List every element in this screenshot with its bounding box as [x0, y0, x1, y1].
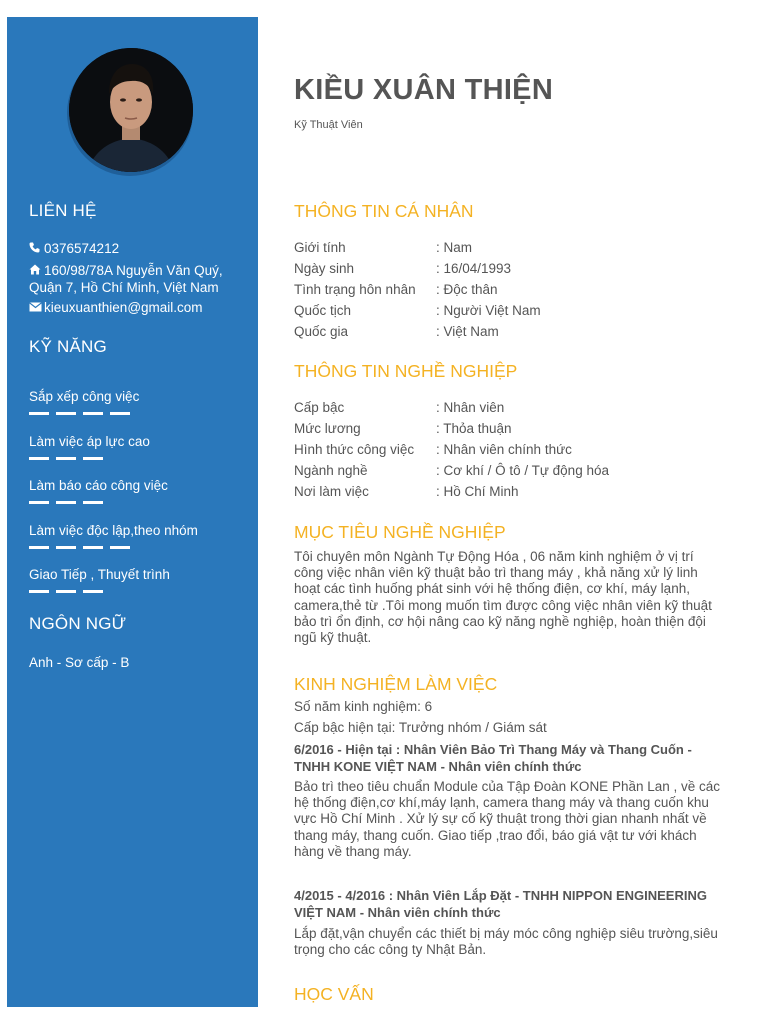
email-row: [29, 299, 203, 316]
candidate-name: KIỀU XUÂN THIỆN: [294, 74, 554, 106]
info-label: Nơi làm việc: [294, 484, 369, 499]
job-description: Bảo trì theo tiêu chuẩn Module của Tập Đoàn KONE Phần Lan , về các hệ thống điện,cơ khí,máy lạnh, camera thang máy và thang cuốn khu vực Hồ Chí Minh . Xử lý sự cố kỹ thuật trong thời gian nhanh nhất về thang máy, thang cuốn. Giao tiếp ,trao đổi, báo giá vật tư với khách hàng về thang máy.: [294, 779, 721, 859]
info-value: : 16/04/1993: [436, 261, 512, 276]
education-heading: HỌC VẤN: [294, 984, 374, 1004]
info-label: Tình trạng hôn nhân: [294, 282, 416, 297]
email-address: kieuxuanthien@gmail.com: [44, 300, 203, 315]
skill-level-bar: [29, 457, 133, 460]
phone-number: 0376574212: [44, 241, 120, 256]
address-row: [29, 262, 223, 296]
info-label: Mức lương: [294, 421, 361, 436]
phone-row: [29, 240, 119, 257]
skill-level-segment: [29, 457, 49, 460]
skill-level-bar: [29, 546, 133, 549]
info-label: Giới tính: [294, 240, 346, 255]
skill-level-segment: [56, 546, 76, 549]
home-icon: [29, 262, 44, 279]
career-info-heading: THÔNG TIN NGHỀ NGHIỆP: [294, 361, 518, 381]
info-value: : Nhân viên: [436, 400, 505, 415]
skill-level-segment: [29, 546, 49, 549]
skill-level-segment: [110, 412, 130, 415]
skill-label: Sắp xếp công việc: [29, 389, 140, 404]
skills-heading: KỸ NĂNG: [29, 337, 107, 356]
skill-level-segment: [83, 457, 103, 460]
career-objective-text: Tôi chuyên môn Ngành Tự Động Hóa , 06 năm kinh nghiệm ở vị trí công việc nhân viên kỹ thuật bảo trì thang máy , khả năng xử lý linh hoạt các tình huống phát sinh với hệ thống điện, cơ khí, máy lạnh, camera,thẻ từ .Tôi mong muốn tìm được công việc nhân viên kỹ thuật bảo trì ổn định, cơ hội nâng cao kỹ năng nghề nghiệp, hoàn thiện đội ngũ kỹ thuật.: [294, 549, 712, 646]
info-value: : Nhân viên chính thức: [436, 442, 572, 457]
info-label: Quốc tịch: [294, 303, 352, 318]
skill-level-segment: [83, 590, 103, 593]
skill-level-segment: [83, 501, 103, 504]
sidebar: [7, 17, 258, 1007]
career-objective-heading: MỤC TIÊU NGHỀ NGHIỆP: [294, 522, 506, 542]
job-title: 4/2015 - 4/2016 : Nhân Viên Lắp Đặt - TNHH NIPPON ENGINEERING VIỆT NAM - Nhân viên chính thức: [294, 888, 707, 920]
current-level: Cấp bậc hiện tại: Trưởng nhóm / Giám sát: [294, 720, 547, 735]
skill-level-segment: [29, 501, 49, 504]
job-description: Lắp đặt,vận chuyển các thiết bị máy móc công nghiệp siêu trường,siêu trọng cho các công ty Nhật Bản.: [294, 926, 718, 958]
skill-label: Làm việc độc lập,theo nhóm: [29, 523, 198, 538]
envelope-icon: [29, 299, 44, 316]
skill-label: Làm báo cáo công việc: [29, 478, 168, 493]
skill-level-bar: [29, 590, 133, 593]
skill-level-bar: [29, 501, 133, 504]
info-label: Ngày sinh: [294, 261, 355, 276]
skill-level-segment: [110, 546, 130, 549]
info-label: Cấp bậc: [294, 400, 345, 415]
profile-photo: [69, 48, 193, 172]
job-title: 6/2016 - Hiện tại : Nhân Viên Bảo Trì Thang Máy và Thang Cuốn - TNHH KONE VIỆT NAM - Nhân viên chính thức: [294, 742, 692, 774]
contact-heading: LIÊN HỆ: [29, 201, 97, 220]
personal-info-heading: THÔNG TIN CÁ NHÂN: [294, 201, 474, 221]
info-label: Quốc gia: [294, 324, 349, 339]
skill-level-segment: [56, 501, 76, 504]
skill-label: Làm việc áp lực cao: [29, 434, 150, 449]
info-value: : Độc thân: [436, 282, 498, 297]
skill-level-segment: [56, 590, 76, 593]
languages-heading: NGÔN NGỮ: [29, 614, 127, 633]
info-label: Ngành nghề: [294, 463, 368, 478]
info-value: : Nam: [436, 240, 473, 255]
skill-level-bar: [29, 412, 133, 415]
address-line-1: 160/98/78A Nguyễn Văn Quý,: [44, 263, 223, 278]
info-value: : Người Việt Nam: [436, 303, 541, 318]
skill-label: Giao Tiếp , Thuyết trình: [29, 567, 170, 582]
skill-level-segment: [56, 457, 76, 460]
skill-level-segment: [29, 590, 49, 593]
info-value: : Cơ khí / Ô tô / Tự động hóa: [436, 463, 609, 478]
avatar: [67, 50, 193, 176]
skill-level-segment: [83, 412, 103, 415]
info-value: : Thỏa thuận: [436, 421, 512, 436]
work-experience-heading: KINH NGHIỆM LÀM VIỆC: [294, 674, 498, 694]
person-portrait-icon: [69, 48, 193, 172]
job-role: Kỹ Thuật Viên: [294, 119, 363, 131]
info-label: Hình thức công việc: [294, 442, 415, 457]
skill-level-segment: [56, 412, 76, 415]
skill-level-segment: [29, 412, 49, 415]
address-line-2: Quận 7, Hồ Chí Minh, Việt Nam: [29, 280, 219, 295]
skill-level-segment: [83, 546, 103, 549]
language-item: Anh - Sơ cấp - B: [29, 655, 130, 670]
experience-years: Số năm kinh nghiệm: 6: [294, 699, 433, 714]
phone-icon: [29, 240, 44, 257]
info-value: : Việt Nam: [436, 324, 499, 339]
info-value: : Hồ Chí Minh: [436, 484, 519, 499]
